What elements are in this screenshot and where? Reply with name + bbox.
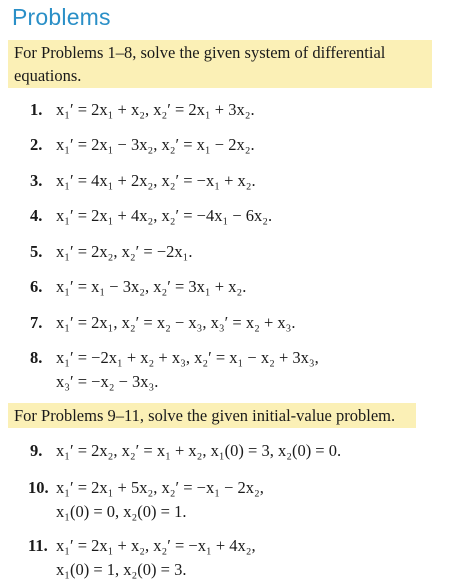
problem-equation: x₁′ = x₁ − 3x₂, x₂′ = 3x₁ + x₂.	[56, 277, 247, 296]
problem-number: 2.	[30, 135, 43, 154]
problem-number: 5.	[30, 242, 43, 261]
problem-equation: x₁′ = 2x₁ + x₂, x₂′ = 2x₁ + 3x₂.	[56, 100, 255, 119]
problem-equation: x₁′ = 2x₂, x₂′ = x₁ + x₂, x₁(0) = 3, x₂(0) = 0.	[56, 441, 342, 460]
problem-8	[30, 346, 319, 394]
problem-10	[28, 476, 264, 524]
problem-equation: x₁′ = 2x₁ + 5x₂, x₂′ = −x₁ − 2x₂,	[56, 478, 264, 497]
problem-6	[30, 275, 246, 299]
problem-number: 4.	[30, 206, 43, 225]
problem-equation-continued: x₁(0) = 1, x₂(0) = 3.	[56, 560, 187, 579]
problem-7	[30, 311, 296, 335]
problem-4	[30, 204, 272, 228]
instruction-problems-1-8: For Problems 1–8, solve the given system of differential equations.	[8, 40, 432, 88]
problem-equation-continued: x₃′ = −x₂ − 3x₃.	[56, 372, 159, 391]
problem-5	[30, 240, 193, 264]
problem-equation: x₁′ = 2x₂, x₂′ = −2x₁.	[56, 242, 193, 261]
problem-equation: x₁′ = 2x₁ + x₂, x₂′ = −x₁ + 4x₂,	[56, 536, 256, 555]
problem-1	[30, 98, 255, 122]
problem-number: 10.	[28, 478, 49, 497]
problem-number: 3.	[30, 171, 43, 190]
problem-number: 8.	[30, 348, 43, 367]
problem-number: 11.	[28, 536, 48, 555]
problem-number: 9.	[30, 441, 43, 460]
instruction-problems-9-11: For Problems 9–11, solve the given initial-value problem.	[8, 403, 416, 428]
section-title: Problems	[12, 4, 111, 30]
problem-equation: x₁′ = 4x₁ + 2x₂, x₂′ = −x₁ + x₂.	[56, 171, 256, 190]
problem-equation: x₁′ = −2x₁ + x₂ + x₃, x₂′ = x₁ − x₂ + 3x₃,	[56, 348, 319, 367]
problem-9	[30, 439, 341, 463]
problem-number: 7.	[30, 313, 43, 332]
problem-equation: x₁′ = 2x₁ − 3x₂, x₂′ = x₁ − 2x₂.	[56, 135, 255, 154]
problem-equation: x₁′ = 2x₁ + 4x₂, x₂′ = −4x₁ − 6x₂.	[56, 206, 273, 225]
problem-equation: x₁′ = 2x₁, x₂′ = x₂ − x₃, x₃′ = x₂ + x₃.	[56, 313, 296, 332]
problem-number: 6.	[30, 277, 43, 296]
problem-number: 1.	[30, 100, 43, 119]
problem-11	[28, 534, 256, 582]
problem-2	[30, 133, 255, 157]
problem-3	[30, 169, 256, 193]
problem-equation-continued: x₁(0) = 0, x₂(0) = 1.	[56, 502, 187, 521]
